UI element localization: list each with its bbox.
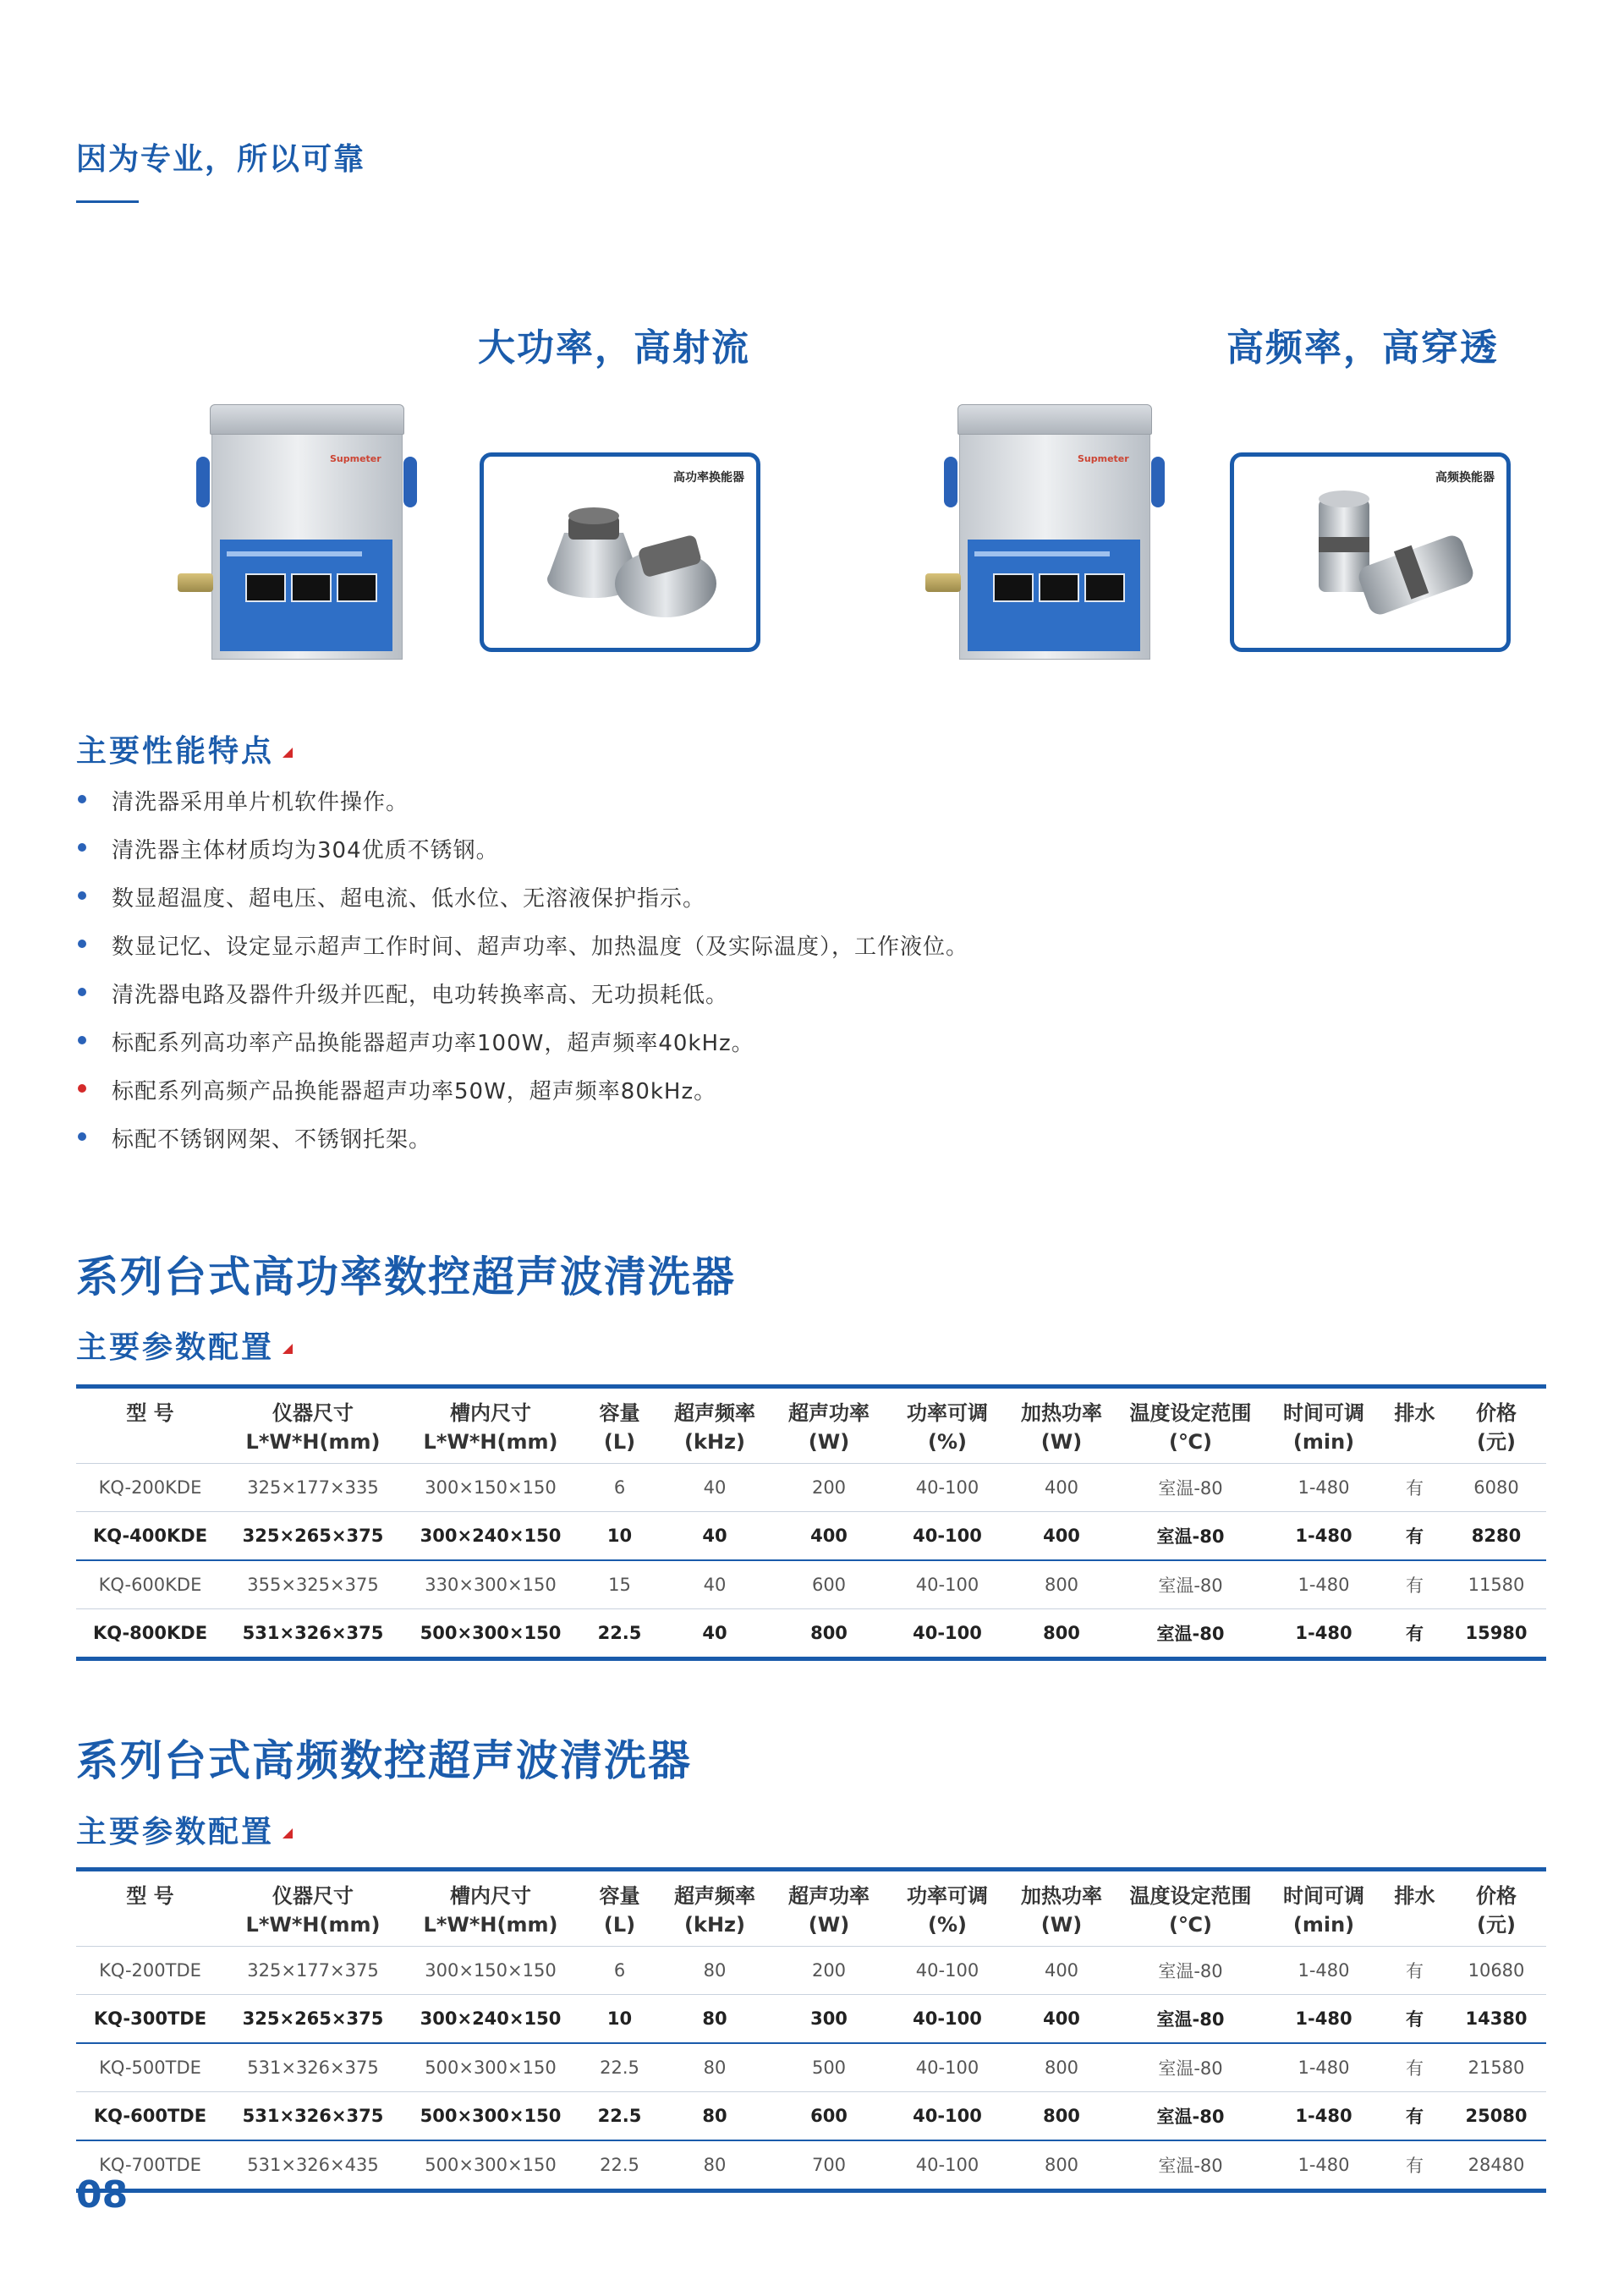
column-header-label: 价格 — [1476, 1884, 1517, 1908]
table-cell: 400 — [1007, 1947, 1116, 1995]
column-header-label: 容量 — [599, 1401, 640, 1425]
table-cell: 有 — [1383, 1464, 1446, 1512]
series1-spec-table — [76, 1384, 1546, 1661]
feature-title-right: 高频率，高穿透 — [1226, 326, 1499, 370]
table-cell: 40-100 — [888, 1560, 1007, 1609]
table-cell: 有 — [1383, 2140, 1446, 2191]
transducer-box-high-power — [480, 452, 760, 652]
performance-title-text: 主要性能特点 — [76, 734, 275, 769]
page-slogan: 因为专业，所以可靠 — [76, 142, 366, 177]
table-cell: 1-480 — [1265, 2092, 1383, 2141]
table-cell: 22.5 — [579, 2092, 660, 2141]
table-cell: 10 — [579, 1512, 660, 1561]
table-cell: 500×300×150 — [402, 2140, 579, 2191]
column-header — [770, 1387, 888, 1464]
table-cell: 800 — [1007, 2043, 1116, 2092]
table-cell: KQ-300TDE — [76, 1995, 224, 2044]
table-cell: 40-100 — [888, 1947, 1007, 1995]
table-cell: 800 — [1007, 2092, 1116, 2141]
triangle-marker-icon — [283, 748, 293, 758]
table-cell: 330×300×150 — [402, 1560, 579, 1609]
column-header-label: 容量 — [599, 1884, 640, 1908]
series2-subtitle-text: 主要参数配置 — [76, 1815, 275, 1849]
table-cell: 8280 — [1446, 1512, 1546, 1561]
table-cell: KQ-200TDE — [76, 1947, 224, 1995]
table-cell: 40-100 — [888, 2092, 1007, 2141]
table-cell: 40-100 — [888, 1464, 1007, 1512]
column-header-unit: (元) — [1477, 1913, 1516, 1937]
transducer-caption: 高频换能器 — [1435, 471, 1495, 485]
column-header-label: 仪器尺寸 — [272, 1884, 354, 1908]
table-cell: 6080 — [1446, 1464, 1546, 1512]
column-header-unit: (min) — [1292, 1430, 1355, 1454]
column-header-label: 温度设定范围 — [1129, 1884, 1252, 1908]
table-cell: 300×240×150 — [402, 1512, 579, 1561]
column-header-unit — [76, 1427, 224, 1456]
table-cell: 80 — [660, 2092, 770, 2141]
column-header — [1446, 1387, 1546, 1464]
column-header-label: 仪器尺寸 — [272, 1401, 354, 1425]
table-cell: 800 — [1007, 1609, 1116, 1659]
series2-spec-table — [76, 1867, 1546, 2193]
table-row — [76, 1609, 1546, 1659]
column-header — [76, 1387, 224, 1464]
table-cell: 700 — [770, 2140, 888, 2191]
table-cell: 有 — [1383, 2043, 1446, 2092]
bullet-dot-icon — [78, 795, 86, 803]
column-header-unit — [1383, 1427, 1446, 1456]
column-header-unit — [1383, 1910, 1446, 1939]
table-cell: 500×300×150 — [402, 2043, 579, 2092]
table-cell: 531×326×375 — [224, 2043, 402, 2092]
series2-title: 系列台式高频数控超声波清洗器 — [76, 1736, 692, 1785]
table-cell: 40-100 — [888, 1609, 1007, 1659]
table-cell: 室温-80 — [1116, 1947, 1265, 1995]
table-cell: 25080 — [1446, 2092, 1546, 2141]
column-header — [888, 1387, 1007, 1464]
table-row — [76, 2092, 1546, 2141]
performance-item: 清洗器主体材质均为304优质不锈钢。 — [112, 838, 499, 863]
performance-item: 数显记忆、设定显示超声工作时间、超声功率、加热温度（及实际温度），工作液位。 — [112, 934, 969, 960]
column-header-unit: (kHz) — [684, 1913, 745, 1937]
column-header-unit: (元) — [1477, 1430, 1516, 1454]
column-header-label: 型 号 — [126, 1884, 174, 1908]
column-header-label: 槽内尺寸 — [450, 1884, 531, 1908]
column-header-label: 超声频率 — [674, 1884, 755, 1908]
series1-subtitle — [76, 1323, 293, 1367]
bullet-dot-icon — [78, 891, 86, 900]
table-cell: 6 — [579, 1464, 660, 1512]
column-header-label: 槽内尺寸 — [450, 1401, 531, 1425]
column-header-label: 温度设定范围 — [1129, 1401, 1252, 1425]
column-header — [1446, 1870, 1546, 1947]
table-cell: 1-480 — [1265, 1995, 1383, 2044]
table-cell: 室温-80 — [1116, 1512, 1265, 1561]
column-header-unit: (L) — [603, 1430, 636, 1454]
column-header-unit: (W) — [808, 1430, 850, 1454]
table-row — [76, 1464, 1546, 1512]
bullet-dot-icon — [78, 843, 86, 852]
column-header — [402, 1387, 579, 1464]
series2-subtitle — [76, 1808, 293, 1851]
table-cell: KQ-800KDE — [76, 1609, 224, 1659]
table-cell: 80 — [660, 1947, 770, 1995]
column-header — [770, 1870, 888, 1947]
table-cell: 1-480 — [1265, 1947, 1383, 1995]
column-header — [1007, 1870, 1116, 1947]
table-cell: 40-100 — [888, 1512, 1007, 1561]
table-cell: 6 — [579, 1947, 660, 1995]
column-header — [1383, 1870, 1446, 1947]
table-cell: 室温-80 — [1116, 1609, 1265, 1659]
table-cell: 400 — [1007, 1995, 1116, 2044]
table-cell: 1-480 — [1265, 1464, 1383, 1512]
table-cell: 10 — [579, 1995, 660, 2044]
column-header-unit: (W) — [1040, 1913, 1083, 1937]
table-cell: 40-100 — [888, 1995, 1007, 2044]
performance-item: 标配不锈钢网架、不锈钢托架。 — [112, 1127, 432, 1153]
table-cell: 300×150×150 — [402, 1947, 579, 1995]
table-cell: 室温-80 — [1116, 1464, 1265, 1512]
table-cell: 室温-80 — [1116, 2043, 1265, 2092]
product-image-high-frequency: Supmeter — [951, 404, 1158, 658]
column-header-label: 时间可调 — [1283, 1401, 1364, 1425]
column-header — [224, 1870, 402, 1947]
table-cell: 80 — [660, 2140, 770, 2191]
performance-title — [76, 727, 293, 770]
table-cell: 400 — [770, 1512, 888, 1561]
table-cell: 400 — [1007, 1512, 1116, 1561]
table-cell: KQ-700TDE — [76, 2140, 224, 2191]
column-header — [1265, 1387, 1383, 1464]
bullet-dot-icon — [78, 988, 86, 996]
column-header — [1007, 1387, 1116, 1464]
table-cell: 40 — [660, 1464, 770, 1512]
column-header-label: 排水 — [1394, 1401, 1435, 1425]
table-cell: 室温-80 — [1116, 2092, 1265, 2141]
table-row — [76, 1995, 1546, 2044]
column-header-unit: L*W*H(mm) — [423, 1913, 558, 1937]
column-header-label: 功率可调 — [907, 1884, 988, 1908]
table-cell: 80 — [660, 1995, 770, 2044]
table-cell: 室温-80 — [1116, 2140, 1265, 2191]
column-header — [402, 1870, 579, 1947]
table-cell: 800 — [770, 1609, 888, 1659]
column-header-unit — [76, 1910, 224, 1939]
table-cell: 325×177×375 — [224, 1947, 402, 1995]
column-header-label: 超声功率 — [788, 1401, 870, 1425]
table-cell: 500×300×150 — [402, 2092, 579, 2141]
table-cell: 300 — [770, 1995, 888, 2044]
slogan-underline — [76, 200, 139, 203]
table-cell: 有 — [1383, 2092, 1446, 2141]
table-cell: KQ-200KDE — [76, 1464, 224, 1512]
table-cell: 600 — [770, 1560, 888, 1609]
table-cell: 40 — [660, 1560, 770, 1609]
table-cell: 22.5 — [579, 1609, 660, 1659]
column-header — [1116, 1387, 1265, 1464]
bullet-dot-icon — [78, 1036, 86, 1044]
table-cell: 28480 — [1446, 2140, 1546, 2191]
table-cell: 500×300×150 — [402, 1609, 579, 1659]
table-row — [76, 2043, 1546, 2092]
product-image-high-power: Supmeter — [203, 404, 410, 658]
table-cell: 有 — [1383, 1560, 1446, 1609]
table-cell: 325×265×375 — [224, 1995, 402, 2044]
performance-item: 数显超温度、超电压、超电流、低水位、无溶液保护指示。 — [112, 886, 706, 912]
column-header — [579, 1387, 660, 1464]
table-cell: 500 — [770, 2043, 888, 2092]
table-row — [76, 2140, 1546, 2191]
table-row — [76, 1560, 1546, 1609]
column-header-unit: L*W*H(mm) — [245, 1913, 381, 1937]
table-cell: 800 — [1007, 2140, 1116, 2191]
table-cell: 40-100 — [888, 2140, 1007, 2191]
series1-subtitle-text: 主要参数配置 — [76, 1330, 275, 1365]
column-header — [660, 1387, 770, 1464]
table-cell: 531×326×375 — [224, 2092, 402, 2141]
column-header-unit: L*W*H(mm) — [423, 1430, 558, 1454]
transducer-image — [484, 457, 756, 648]
transducer-box-high-frequency — [1230, 452, 1511, 652]
table-cell: 1-480 — [1265, 2043, 1383, 2092]
table-cell: 15 — [579, 1560, 660, 1609]
column-header — [224, 1387, 402, 1464]
table-cell: 室温-80 — [1116, 1995, 1265, 2044]
table-cell: 40 — [660, 1609, 770, 1659]
column-header-unit: (W) — [808, 1913, 850, 1937]
table-cell: 300×150×150 — [402, 1464, 579, 1512]
transducer-caption: 高功率换能器 — [673, 471, 744, 485]
table-row — [76, 1512, 1546, 1561]
table-cell: KQ-600TDE — [76, 2092, 224, 2141]
table-cell: 355×325×375 — [224, 1560, 402, 1609]
table-cell: 80 — [660, 2043, 770, 2092]
table-cell: 1-480 — [1265, 2140, 1383, 2191]
bullet-dot-icon — [78, 940, 86, 948]
table-cell: 300×240×150 — [402, 1995, 579, 2044]
column-header-label: 加热功率 — [1021, 1884, 1102, 1908]
table-cell: 800 — [1007, 1560, 1116, 1609]
column-header-unit: (min) — [1292, 1913, 1355, 1937]
column-header — [76, 1870, 224, 1947]
series1-title: 系列台式高功率数控超声波清洗器 — [76, 1252, 736, 1301]
column-header — [1383, 1387, 1446, 1464]
table-cell: 40 — [660, 1512, 770, 1561]
transducer-image — [1234, 457, 1506, 648]
table-cell: 有 — [1383, 1947, 1446, 1995]
table-row — [76, 1947, 1546, 1995]
performance-item: 标配系列高频产品换能器超声功率50W，超声频率80kHz。 — [112, 1079, 717, 1104]
table-cell: 200 — [770, 1464, 888, 1512]
table-cell: 有 — [1383, 1609, 1446, 1659]
table-cell: 21580 — [1446, 2043, 1546, 2092]
table-cell: 有 — [1383, 1995, 1446, 2044]
column-header — [579, 1870, 660, 1947]
table-cell: 200 — [770, 1947, 888, 1995]
column-header-label: 排水 — [1394, 1884, 1435, 1908]
table-cell: KQ-600KDE — [76, 1560, 224, 1609]
table-cell: 531×326×375 — [224, 1609, 402, 1659]
bullet-dot-icon — [78, 1084, 86, 1093]
table-cell: 1-480 — [1265, 1560, 1383, 1609]
column-header — [1116, 1870, 1265, 1947]
performance-item: 清洗器采用单片机软件操作。 — [112, 790, 409, 815]
column-header-label: 型 号 — [126, 1401, 174, 1425]
table-cell: 室温-80 — [1116, 1560, 1265, 1609]
table-cell: KQ-400KDE — [76, 1512, 224, 1561]
table-cell: 531×326×435 — [224, 2140, 402, 2191]
feature-title-left: 大功率，高射流 — [478, 326, 750, 370]
performance-item: 清洗器电路及器件升级并匹配，电功转换率高、无功损耗低。 — [112, 983, 729, 1008]
column-header-unit: (%) — [928, 1430, 967, 1454]
column-header-label: 超声频率 — [674, 1401, 755, 1425]
column-header-unit: (kHz) — [684, 1430, 745, 1454]
table-cell: 600 — [770, 2092, 888, 2141]
column-header-label: 时间可调 — [1283, 1884, 1364, 1908]
column-header-unit: (W) — [1040, 1430, 1083, 1454]
table-cell: 14380 — [1446, 1995, 1546, 2044]
column-header — [1265, 1870, 1383, 1947]
table-cell: 15980 — [1446, 1609, 1546, 1659]
triangle-marker-icon — [283, 1828, 293, 1838]
column-header-unit: (℃) — [1169, 1430, 1212, 1454]
table-cell: 22.5 — [579, 2043, 660, 2092]
table-cell: 325×265×375 — [224, 1512, 402, 1561]
table-cell: 40-100 — [888, 2043, 1007, 2092]
column-header-label: 超声功率 — [788, 1884, 870, 1908]
triangle-marker-icon — [283, 1344, 293, 1354]
table-cell: 400 — [1007, 1464, 1116, 1512]
column-header-unit: (℃) — [1169, 1913, 1212, 1937]
table-cell: KQ-500TDE — [76, 2043, 224, 2092]
column-header-unit: (%) — [928, 1913, 967, 1937]
table-cell: 22.5 — [579, 2140, 660, 2191]
table-cell: 10680 — [1446, 1947, 1546, 1995]
table-cell: 325×177×335 — [224, 1464, 402, 1512]
column-header — [888, 1870, 1007, 1947]
column-header-label: 价格 — [1476, 1401, 1517, 1425]
column-header-unit: (L) — [603, 1913, 636, 1937]
column-header — [660, 1870, 770, 1947]
table-cell: 1-480 — [1265, 1512, 1383, 1561]
column-header-unit: L*W*H(mm) — [245, 1430, 381, 1454]
column-header-label: 加热功率 — [1021, 1401, 1102, 1425]
column-header-label: 功率可调 — [907, 1401, 988, 1425]
bullet-dot-icon — [78, 1132, 86, 1141]
performance-item: 标配系列高功率产品换能器超声功率100W，超声频率40kHz。 — [112, 1031, 754, 1056]
page-number: 08 — [76, 2173, 129, 2217]
table-cell: 11580 — [1446, 1560, 1546, 1609]
table-cell: 有 — [1383, 1512, 1446, 1561]
table-cell: 1-480 — [1265, 1609, 1383, 1659]
